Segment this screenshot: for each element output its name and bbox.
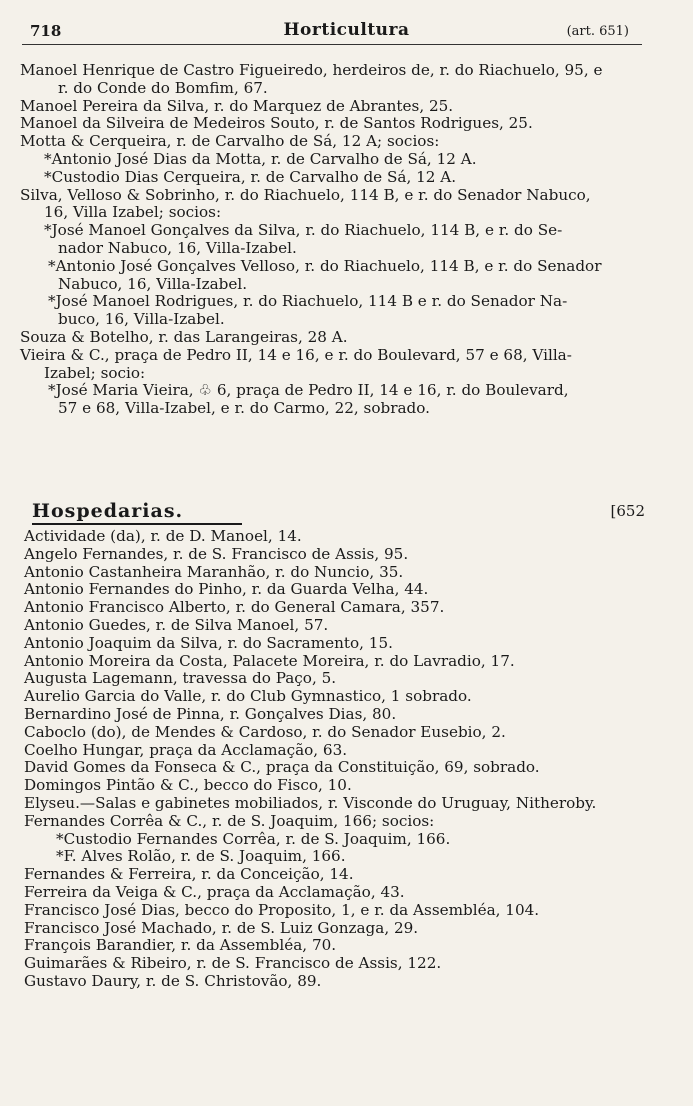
horticultura-entries (0, 62, 693, 418)
running-title: Horticultura (283, 20, 410, 40)
entry-line: 57 e 68, Villa-Izabel, e r. do Carmo, 22, sobrado. (58, 399, 430, 418)
entry-line: Izabel; socio: (44, 363, 146, 382)
entry-line: Coelho Hungar, praça da Acclamação, 63. (24, 740, 348, 759)
entry-line: Fernandes Corrêa & C., r. de S. Joaquim, 166; socios: (24, 811, 435, 830)
entry-line: Antonio Moreira da Costa, Palacete Moreira, r. do Lavradio, 17. (24, 651, 515, 670)
entry-line: Aurelio Garcia do Valle, r. do Club Gymnastico, 1 sobrado. (24, 687, 472, 706)
entry-line: Manoel Henrique de Castro Figueiredo, herdeiros de, r. do Riachuelo, 95, e (20, 61, 603, 79)
entry-line: Manoel Pereira da Silva, r. do Marquez de Abrantes, 25. (20, 96, 454, 115)
entry-line: Domingos Pintão & C., becco do Fisco, 10. (24, 776, 352, 795)
section-title: Hospedarias. (32, 500, 184, 522)
entry-line: Antonio Fernandes do Pinho, r. da Guarda Velha, 44. (24, 580, 429, 599)
heading-underline (32, 523, 242, 525)
entry-line: *Antonio José Gonçalves Velloso, r. do Riachuelo, 114 B, e r. do Senador (48, 256, 602, 275)
entry-line: Ferreira da Veiga & C., praça da Acclamação, 43. (24, 882, 405, 901)
entry-line: Bernardino José de Pinna, r. Gonçalves Dias, 80. (24, 704, 397, 723)
entry-line: 16, Villa Izabel; socios: (44, 203, 222, 222)
entry-line: *José Manoel Gonçalves da Silva, r. do Riachuelo, 114 B, e r. do Se- (44, 221, 563, 240)
entry-line: Guimarães & Ribeiro, r. de S. Francisco de Assis, 122. (24, 954, 442, 973)
entry-line: *F. Alves Rolão, r. de S. Joaquim, 166. (56, 847, 346, 866)
entry-line: *Antonio José Dias da Motta, r. de Carvalho de Sá, 12 A. (44, 149, 477, 168)
entry-line: buco, 16, Villa-Izabel. (58, 310, 225, 329)
entry-line: Nabuco, 16, Villa-Izabel. (58, 274, 248, 293)
hospedarias-section (0, 500, 693, 991)
entry-line: Manoel da Silveira de Medeiros Souto, r. de Santos Rodrigues, 25. (20, 114, 533, 133)
entry-line: Antonio Joaquim da Silva, r. do Sacramento, 15. (24, 633, 393, 652)
entry-line: Vieira & C., praça de Pedro II, 14 e 16, e r. do Boulevard, 57 e 68, Villa- (20, 345, 572, 364)
entry-line: Elyseu.—Salas e gabinetes mobiliados, r. Visconde do Uruguay, Nitheroby. (24, 793, 597, 812)
article-reference: (art. 651) (566, 24, 629, 39)
entry-line: *José Manoel Rodrigues, r. do Riachuelo, 114 B e r. do Senador Na- (48, 292, 568, 311)
entry-line: Antonio Castanheira Maranhão, r. do Nuncio, 35. (24, 562, 404, 581)
entry-line: Souza & Botelho, r. das Larangeiras, 28 A. (20, 327, 348, 346)
entry-line: Silva, Velloso & Sobrinho, r. do Riachuelo, 114 B, e r. do Senador Nabuco, (20, 185, 591, 204)
entry-line: Angelo Fernandes, r. de S. Francisco de Assis, 95. (24, 544, 409, 563)
section-heading (0, 500, 693, 526)
entry-line: Francisco José Dias, becco do Proposito, 1, e r. da Assembléa, 104. (24, 900, 540, 919)
entry-line: *Custodio Fernandes Corrêa, r. de S. Joaquim, 166. (56, 829, 451, 848)
entry-line: David Gomes da Fonseca & C., praça da Constituição, 69, sobrado. (24, 758, 540, 777)
entry-line: Antonio Francisco Alberto, r. do General Camara, 357. (24, 598, 445, 617)
entry-line: Augusta Lagemann, travessa do Paço, 5. (24, 669, 337, 688)
entry-line: r. do Conde do Bomfim, 67. (58, 78, 268, 97)
hospedarias-entries (0, 528, 693, 991)
entry-line: Motta & Cerqueira, r. de Carvalho de Sá, 12 A; socios: (20, 132, 440, 151)
section-number: [652 (610, 502, 645, 520)
entry-line: nador Nabuco, 16, Villa-Izabel. (58, 238, 297, 257)
entry-line: Fernandes & Ferreira, r. da Conceição, 14. (24, 865, 354, 884)
header-rule (22, 44, 642, 45)
page-header (0, 18, 693, 44)
entry-line: *José Maria Vieira, ♧ 6, praça de Pedro II, 14 e 16, r. do Boulevard, (48, 381, 569, 400)
entry-line: Antonio Guedes, r. de Silva Manoel, 57. (24, 615, 329, 634)
entry-line: *Custodio Dias Cerqueira, r. de Carvalho de Sá, 12 A. (44, 167, 457, 186)
page-number: 718 (30, 22, 62, 40)
entry-line: Actividade (da), r. de D. Manoel, 14. (24, 527, 302, 545)
entry-line: Caboclo (do), de Mendes & Cardoso, r. do Senador Eusebio, 2. (24, 722, 506, 741)
entry-line: François Barandier, r. da Assembléa, 70. (24, 936, 337, 955)
entry-line: Francisco José Machado, r. de S. Luiz Gonzaga, 29. (24, 918, 419, 937)
entry-line: Gustavo Daury, r. de S. Christovão, 89. (24, 971, 322, 990)
